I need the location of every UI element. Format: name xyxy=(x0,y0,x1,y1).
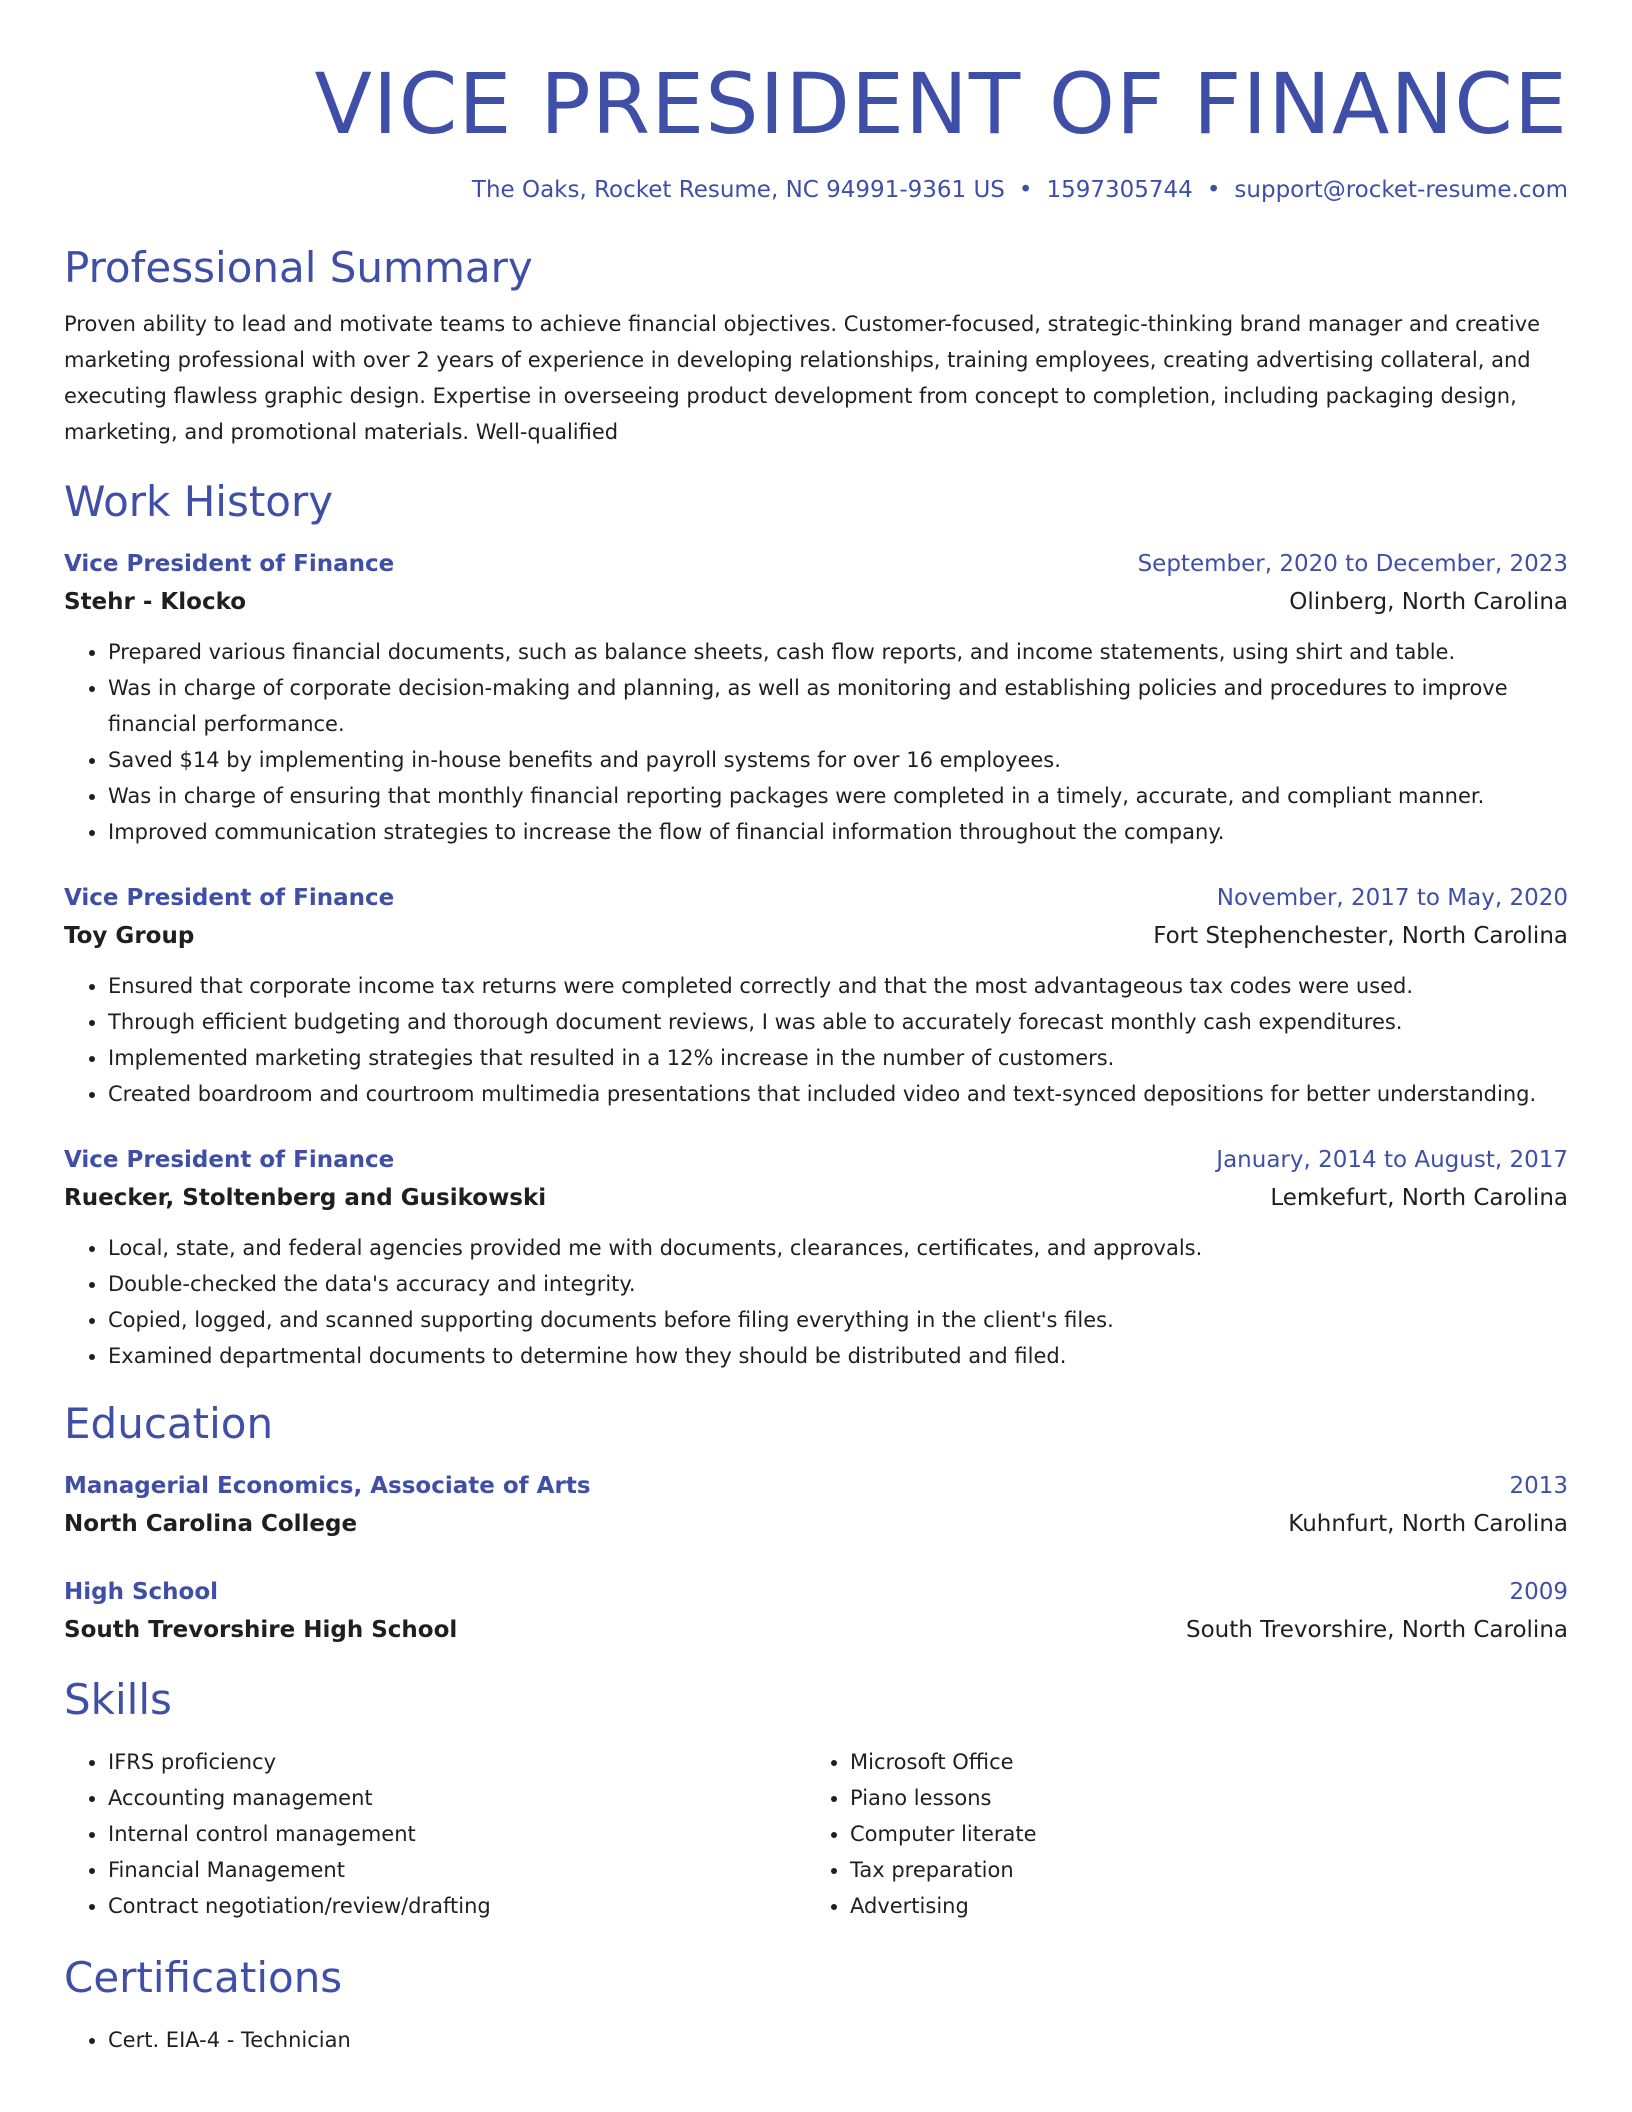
contact-separator: • xyxy=(1206,177,1221,203)
resume-title: VICE PRESIDENT OF FINANCE xyxy=(314,55,1568,153)
job-company: Stehr - Klocko xyxy=(64,589,247,615)
section-heading-education: Education xyxy=(64,1399,274,1448)
contact-email: support@rocket-resume.com xyxy=(1234,177,1568,203)
job-entry xyxy=(64,546,1568,850)
skill-item: • Contract negotiation/review/drafting xyxy=(108,1888,806,1924)
job-title: Vice President of Finance xyxy=(64,885,395,911)
skill-item: • Tax preparation xyxy=(850,1852,1548,1888)
certifications-list xyxy=(64,2022,1568,2058)
section-heading-summary: Professional Summary xyxy=(64,243,533,292)
certification-item: • Cert. EIA-4 - Technician xyxy=(108,2022,1568,2058)
education-degree: Managerial Economics, Associate of Arts xyxy=(64,1473,591,1499)
job-bullet: • Ensured that corporate income tax returns were completed correctly and that the most advantageous tax codes were used. xyxy=(108,968,1568,1004)
job-entry xyxy=(64,880,1568,1112)
section-heading-work: Work History xyxy=(64,477,334,526)
contact-separator: • xyxy=(1018,177,1033,203)
job-bullet: • Was in charge of ensuring that monthly financial reporting packages were completed in a timely, accurate, and compliant manner. xyxy=(108,778,1568,814)
skills-column-right xyxy=(806,1744,1548,1924)
job-dates: September, 2020 to December, 2023 xyxy=(1137,551,1568,577)
skill-item: • Financial Management xyxy=(108,1852,806,1888)
education-year: 2009 xyxy=(1509,1579,1568,1605)
job-bullet: • Double-checked the data's accuracy and integrity. xyxy=(108,1266,1568,1302)
job-title: Vice President of Finance xyxy=(64,551,395,577)
resume-page xyxy=(64,0,1568,2058)
job-bullet: • Through efficient budgeting and thorough document reviews, I was able to accurately forecast monthly cash expenditures. xyxy=(108,1004,1568,1040)
skill-item: • Microsoft Office xyxy=(850,1744,1548,1780)
skill-item: • IFRS proficiency xyxy=(108,1744,806,1780)
skill-item: • Piano lessons xyxy=(850,1780,1548,1816)
education-location: Kuhnfurt, North Carolina xyxy=(1288,1511,1568,1537)
job-bullet: • Implemented marketing strategies that resulted in a 12% increase in the number of customers. xyxy=(108,1040,1568,1076)
job-location: Lemkefurt, North Carolina xyxy=(1270,1185,1568,1211)
skills-column-left xyxy=(64,1744,806,1924)
job-bullet: • Examined departmental documents to determine how they should be distributed and filed. xyxy=(108,1338,1568,1374)
job-bullets xyxy=(64,968,1568,1112)
job-bullet: • Created boardroom and courtroom multimedia presentations that included video and text-synced depositions for better understanding. xyxy=(108,1076,1568,1112)
job-bullet: • Saved $14 by implementing in-house benefits and payroll systems for over 16 employees. xyxy=(108,742,1568,778)
job-bullets xyxy=(64,634,1568,850)
contact-phone: 1597305744 xyxy=(1046,177,1193,203)
job-bullets xyxy=(64,1230,1568,1374)
section-heading-certifications: Certifications xyxy=(64,1953,343,2002)
education-school: South Trevorshire High School xyxy=(64,1617,458,1643)
job-location: Olinberg, North Carolina xyxy=(1289,589,1568,615)
job-dates: January, 2014 to August, 2017 xyxy=(1216,1147,1568,1173)
education-entry xyxy=(64,1468,1568,1544)
skills-list xyxy=(64,1744,1568,1924)
job-bullet: • Copied, logged, and scanned supporting documents before filing everything in the client's files. xyxy=(108,1302,1568,1338)
section-heading-skills: Skills xyxy=(64,1675,172,1724)
job-entry xyxy=(64,1142,1568,1374)
contact-line xyxy=(64,174,1568,206)
education-year: 2013 xyxy=(1509,1473,1568,1499)
summary-text: Proven ability to lead and motivate teams to achieve financial objectives. Customer-focused, strategic-thinking brand manager and creative marketing professional with over 2 years of experience in developing relationships, training employees, creating advertising collateral, and executing flawless graphic design. Expertise in overseeing product development from concept to completion, including packaging design, marketing, and promotional materials. Well-qualified xyxy=(64,312,1541,444)
education-entry xyxy=(64,1574,1568,1650)
job-company: Ruecker, Stoltenberg and Gusikowski xyxy=(64,1185,547,1211)
job-location: Fort Stephenchester, North Carolina xyxy=(1153,923,1568,949)
contact-address: The Oaks, Rocket Resume, NC 94991-9361 US xyxy=(471,177,1005,203)
job-bullet: • Was in charge of corporate decision-making and planning, as well as monitoring and establishing policies and procedures to improve financial performance. xyxy=(108,670,1568,742)
job-company: Toy Group xyxy=(64,923,195,949)
skill-item: • Internal control management xyxy=(108,1816,806,1852)
education-degree: High School xyxy=(64,1579,219,1605)
job-bullet: • Prepared various financial documents, such as balance sheets, cash flow reports, and income statements, using shirt and table. xyxy=(108,634,1568,670)
education-school: North Carolina College xyxy=(64,1511,358,1537)
skill-item: • Accounting management xyxy=(108,1780,806,1816)
skill-item: • Computer literate xyxy=(850,1816,1548,1852)
skill-item: • Advertising xyxy=(850,1888,1548,1924)
job-dates: November, 2017 to May, 2020 xyxy=(1216,885,1568,911)
job-bullet: • Local, state, and federal agencies provided me with documents, clearances, certificates, and approvals. xyxy=(108,1230,1568,1266)
job-title: Vice President of Finance xyxy=(64,1147,395,1173)
job-bullet: • Improved communication strategies to increase the flow of financial information throughout the company. xyxy=(108,814,1568,850)
education-location: South Trevorshire, North Carolina xyxy=(1185,1617,1568,1643)
